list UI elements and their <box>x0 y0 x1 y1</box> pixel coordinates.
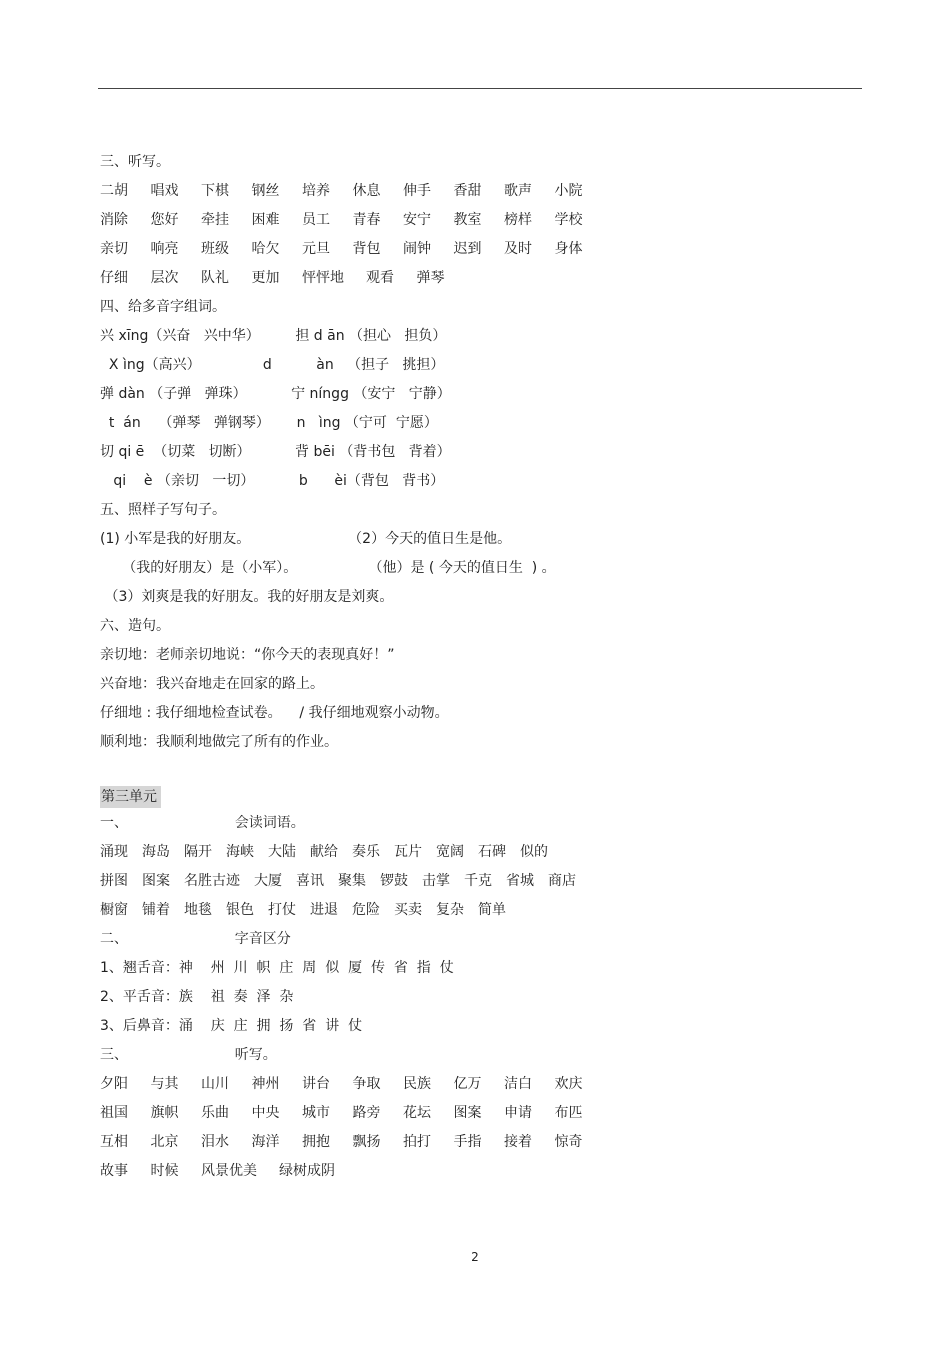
word-item: 观看 <box>366 270 394 286</box>
word-item: 更加 <box>251 270 280 286</box>
sec5-line: （我的好朋友）是（小军）。 （他）是 ( 今天的值日生 ) 。 <box>100 560 556 576</box>
word-row <box>100 1099 860 1128</box>
sec6-line: 兴奋地：我兴奋地走在回家的路上。 <box>100 676 324 692</box>
word-item: 互相 <box>100 1134 128 1150</box>
word-item: 闹钟 <box>403 241 431 257</box>
word-item: 乐曲 <box>201 1105 229 1121</box>
word-item: 队礼 <box>201 270 229 286</box>
word-item: 北京 <box>150 1134 179 1150</box>
word-item: 布匹 <box>554 1105 583 1121</box>
word-item: 手指 <box>453 1134 482 1150</box>
word-item: 拥抱 <box>302 1134 330 1150</box>
word-item: 弹琴 <box>416 270 445 286</box>
word-item: 名胜古迹 <box>184 873 240 889</box>
word-item: 洁白 <box>504 1076 532 1092</box>
word-item: 省城 <box>506 873 534 889</box>
word-item: 钢丝 <box>251 183 280 199</box>
word-item: 千克 <box>464 873 492 889</box>
word-item: 简单 <box>478 902 506 918</box>
sec4-line: qi è （亲切 一切） b èi（背包 背书） <box>100 473 445 489</box>
word-item: 旗帜 <box>150 1105 179 1121</box>
word-item: 拍打 <box>403 1134 431 1150</box>
page-content <box>100 148 860 1186</box>
word-item: 学校 <box>554 212 583 228</box>
word-item: 讲台 <box>302 1076 330 1092</box>
unit3-sec2-line: 2、平舌音：族 祖 奏 泽 杂 <box>100 989 294 1005</box>
sec4-line: t án （弹琴 弹钢琴） n ìng （宁可 宁愿） <box>100 415 438 431</box>
word-item: 惊奇 <box>554 1134 583 1150</box>
word-item: 奏乐 <box>352 844 380 860</box>
word-item: 休息 <box>352 183 381 199</box>
unit3-sec1-title: 一、 会读词语。 <box>100 815 305 831</box>
word-item: 班级 <box>201 241 229 257</box>
unit3-sec2-line: 1、翘舌音：神 州 川 帜 庄 周 似 厦 传 省 指 仗 <box>100 960 454 976</box>
unit3-sec2-title: 二、 字音区分 <box>100 931 291 947</box>
word-row <box>100 177 860 206</box>
word-item: 花坛 <box>403 1105 431 1121</box>
sec6-line: 仔细地 : 我仔细地检查试卷。 / 我仔细地观察小动物。 <box>100 705 449 721</box>
word-item: 培养 <box>302 183 330 199</box>
word-item: 唱戏 <box>150 183 179 199</box>
word-item: 危险 <box>352 902 380 918</box>
word-item: 绿树成阴 <box>279 1163 335 1179</box>
word-item: 亿万 <box>453 1076 482 1092</box>
word-row <box>100 1070 860 1099</box>
word-item: 路旁 <box>352 1105 381 1121</box>
word-item: 复杂 <box>436 902 464 918</box>
word-item: 榜样 <box>504 212 532 228</box>
word-item: 安宁 <box>403 212 431 228</box>
word-row <box>100 896 860 925</box>
word-row <box>100 867 860 896</box>
word-item: 欢庆 <box>554 1076 583 1092</box>
word-item: 泪水 <box>201 1134 229 1150</box>
word-item: 海岛 <box>142 844 170 860</box>
word-item: 买卖 <box>394 902 422 918</box>
word-item: 图案 <box>142 873 170 889</box>
word-item: 飘扬 <box>352 1134 381 1150</box>
word-item: 风景优美 <box>201 1163 257 1179</box>
unit3-title: 第三单元 <box>100 786 161 808</box>
word-item: 哈欠 <box>251 241 280 257</box>
word-item: 下棋 <box>201 183 229 199</box>
word-item: 祖国 <box>100 1105 128 1121</box>
word-item: 困难 <box>251 212 280 228</box>
page-number: 2 <box>471 1250 479 1264</box>
sec6-line: 顺利地：我顺利地做完了所有的作业。 <box>100 734 338 750</box>
word-item: 歌声 <box>504 183 532 199</box>
word-item: 层次 <box>150 270 179 286</box>
unit3-sec2-line: 3、后鼻音：涌 庆 庄 拥 扬 省 讲 仗 <box>100 1018 363 1034</box>
word-item: 图案 <box>453 1105 482 1121</box>
word-item: 与其 <box>150 1076 179 1092</box>
sec4-line: X ìng（高兴） d àn （担子 挑担） <box>100 357 445 373</box>
sec3-title: 三、听写。 <box>100 154 170 170</box>
word-item: 喜讯 <box>296 873 324 889</box>
word-item: 瓦片 <box>394 844 422 860</box>
sec5-line: （3）刘爽是我的好朋友。我的好朋友是刘爽。 <box>100 589 394 605</box>
word-item: 隔开 <box>184 844 212 860</box>
sec5-title: 五、照样子写句子。 <box>100 502 226 518</box>
word-item: 地毯 <box>184 902 212 918</box>
sec4-line: 弹 dàn （子弹 弹珠） 宁 níngg （安宁 宁静） <box>100 386 451 402</box>
word-item: 迟到 <box>453 241 482 257</box>
sec4-title: 四、给多音字组词。 <box>100 299 226 315</box>
word-item: 城市 <box>302 1105 330 1121</box>
word-item: 牵挂 <box>201 212 229 228</box>
word-item: 元旦 <box>302 241 330 257</box>
word-item: 及时 <box>504 241 532 257</box>
word-item: 教室 <box>453 212 482 228</box>
word-item: 商店 <box>548 873 576 889</box>
word-item: 进退 <box>310 902 338 918</box>
word-item: 锣鼓 <box>380 873 408 889</box>
sec6-title: 六、造句。 <box>100 618 170 634</box>
word-row <box>100 838 860 867</box>
word-item: 山川 <box>201 1076 229 1092</box>
word-item: 拼图 <box>100 873 128 889</box>
word-item: 员工 <box>302 212 330 228</box>
word-item: 伸手 <box>403 183 431 199</box>
word-item: 献给 <box>310 844 338 860</box>
word-item: 橱窗 <box>100 902 128 918</box>
sec4-line: 兴 xīng（兴奋 兴中华） 担 d ān （担心 担负） <box>100 328 447 344</box>
word-item: 海洋 <box>251 1134 280 1150</box>
sec6-line: 亲切地：老师亲切地说：“你今天的表现真好！” <box>100 647 395 663</box>
word-row <box>100 264 860 293</box>
word-item: 接着 <box>504 1134 532 1150</box>
word-item: 中央 <box>251 1105 280 1121</box>
word-item: 响亮 <box>150 241 179 257</box>
word-item: 申请 <box>504 1105 532 1121</box>
word-item: 消除 <box>100 212 128 228</box>
word-item: 打仗 <box>268 902 296 918</box>
unit3-sec3-title: 三、 听写。 <box>100 1047 277 1063</box>
word-item: 背包 <box>352 241 381 257</box>
word-item: 身体 <box>554 241 583 257</box>
word-item: 聚集 <box>338 873 366 889</box>
word-item: 青春 <box>352 212 381 228</box>
word-item: 争取 <box>352 1076 381 1092</box>
word-item: 石碑 <box>478 844 506 860</box>
word-item: 夕阳 <box>100 1076 128 1092</box>
unit3-sec1-words <box>100 838 860 925</box>
sec4-line: 切 qi ē （切菜 切断） 背 bēi （背书包 背着） <box>100 444 451 460</box>
word-row <box>100 206 860 235</box>
header-rule <box>98 88 862 89</box>
word-item: 击掌 <box>422 873 450 889</box>
word-item: 故事 <box>100 1163 128 1179</box>
word-row <box>100 1157 860 1186</box>
word-item: 似的 <box>520 844 548 860</box>
word-item: 铺着 <box>142 902 170 918</box>
word-item: 您好 <box>150 212 179 228</box>
word-item: 仔细 <box>100 270 128 286</box>
word-item: 海峡 <box>226 844 254 860</box>
word-item: 大陆 <box>268 844 296 860</box>
word-item: 时候 <box>150 1163 179 1179</box>
sec3-words <box>100 177 860 293</box>
word-item: 香甜 <box>453 183 482 199</box>
word-item: 怦怦地 <box>302 270 344 286</box>
word-item: 亲切 <box>100 241 128 257</box>
sec5-line: (1) 小军是我的好朋友。 （2）今天的值日生是他。 <box>100 531 512 547</box>
word-item: 宽阔 <box>436 844 464 860</box>
word-item: 二胡 <box>100 183 128 199</box>
word-item: 大厦 <box>254 873 282 889</box>
word-row <box>100 1128 860 1157</box>
word-row <box>100 235 860 264</box>
word-item: 小院 <box>554 183 583 199</box>
word-item: 神州 <box>251 1076 280 1092</box>
word-item: 民族 <box>403 1076 431 1092</box>
word-item: 涌现 <box>100 844 128 860</box>
unit3-sec3-words <box>100 1070 860 1186</box>
word-item: 银色 <box>226 902 254 918</box>
